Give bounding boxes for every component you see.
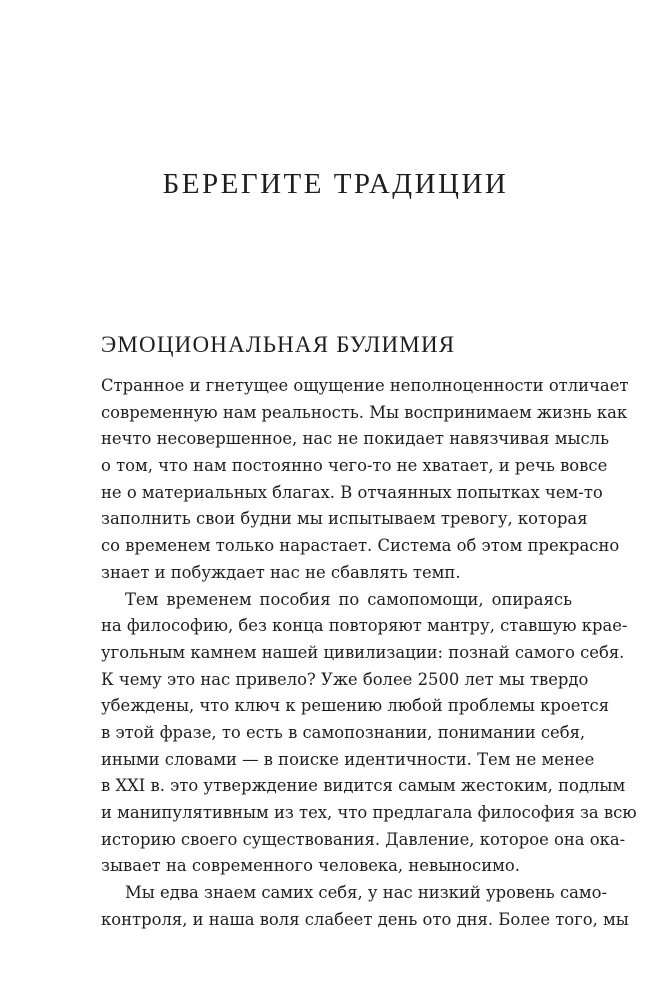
text-line: историю своего существования. Давление, которое она ока- (101, 829, 626, 849)
text-line: современную нам реальность. Мы воспринимаем жизнь как (101, 402, 628, 422)
text-line: не о материальных благах. В отчаянных попытках чем-то (101, 482, 603, 502)
text-line: и манипулятивным из тех, что предлагала философия за всю (101, 803, 637, 822)
text-line: Странное и гнетущее ощущение неполноценности отличает (101, 376, 629, 395)
text-line: заполнить свои будни мы испытываем тревогу, которая (101, 509, 588, 529)
section-title: ЭМОЦИОНАЛЬНАЯ БУЛИМИЯ (101, 332, 456, 357)
text-line: нечто несовершенное, нас не покидает навязчивая мысль (101, 429, 610, 449)
text-line: на философию, без конца повторяют мантру, ставшую крае- (101, 616, 628, 636)
text-line: в XXI в. это утверждение видится самым жестоким, подлым (101, 776, 626, 796)
text-line: иными словами — в поиске идентичности. Тем не менее (101, 749, 595, 769)
text-line: знает и побуждает нас не сбавлять темп. (101, 562, 461, 582)
text-line: Тем временем пособия по самопомощи, опираясь (125, 589, 572, 609)
text-line: зывает на современного человека, невыносимо. (101, 856, 520, 876)
chapter-title: БЕРЕГИТЕ ТРАДИЦИИ (162, 168, 509, 200)
body-text (101, 373, 637, 933)
text-line: убеждены, что ключ к решению любой проблемы кроется (101, 696, 610, 716)
text-line: со временем только нарастает. Система об этом прекрасно (101, 536, 620, 556)
text-line: угольным камнем нашей цивилизации: познай самого себя. (101, 642, 625, 662)
text-line: К чему это нас привело? Уже более 2500 лет мы твердо (101, 669, 589, 689)
text-line: в этой фразе, то есть в самопознании, понимании себя, (101, 722, 586, 742)
text-line: Мы едва знаем самих себя, у нас низкий уровень само- (125, 883, 608, 903)
text-line: контроля, и наша воля слабеет день ото дня. Более того, мы (101, 909, 629, 929)
text-line: о том, что нам постоянно чего-то не хватает, и речь вовсе (101, 456, 608, 476)
